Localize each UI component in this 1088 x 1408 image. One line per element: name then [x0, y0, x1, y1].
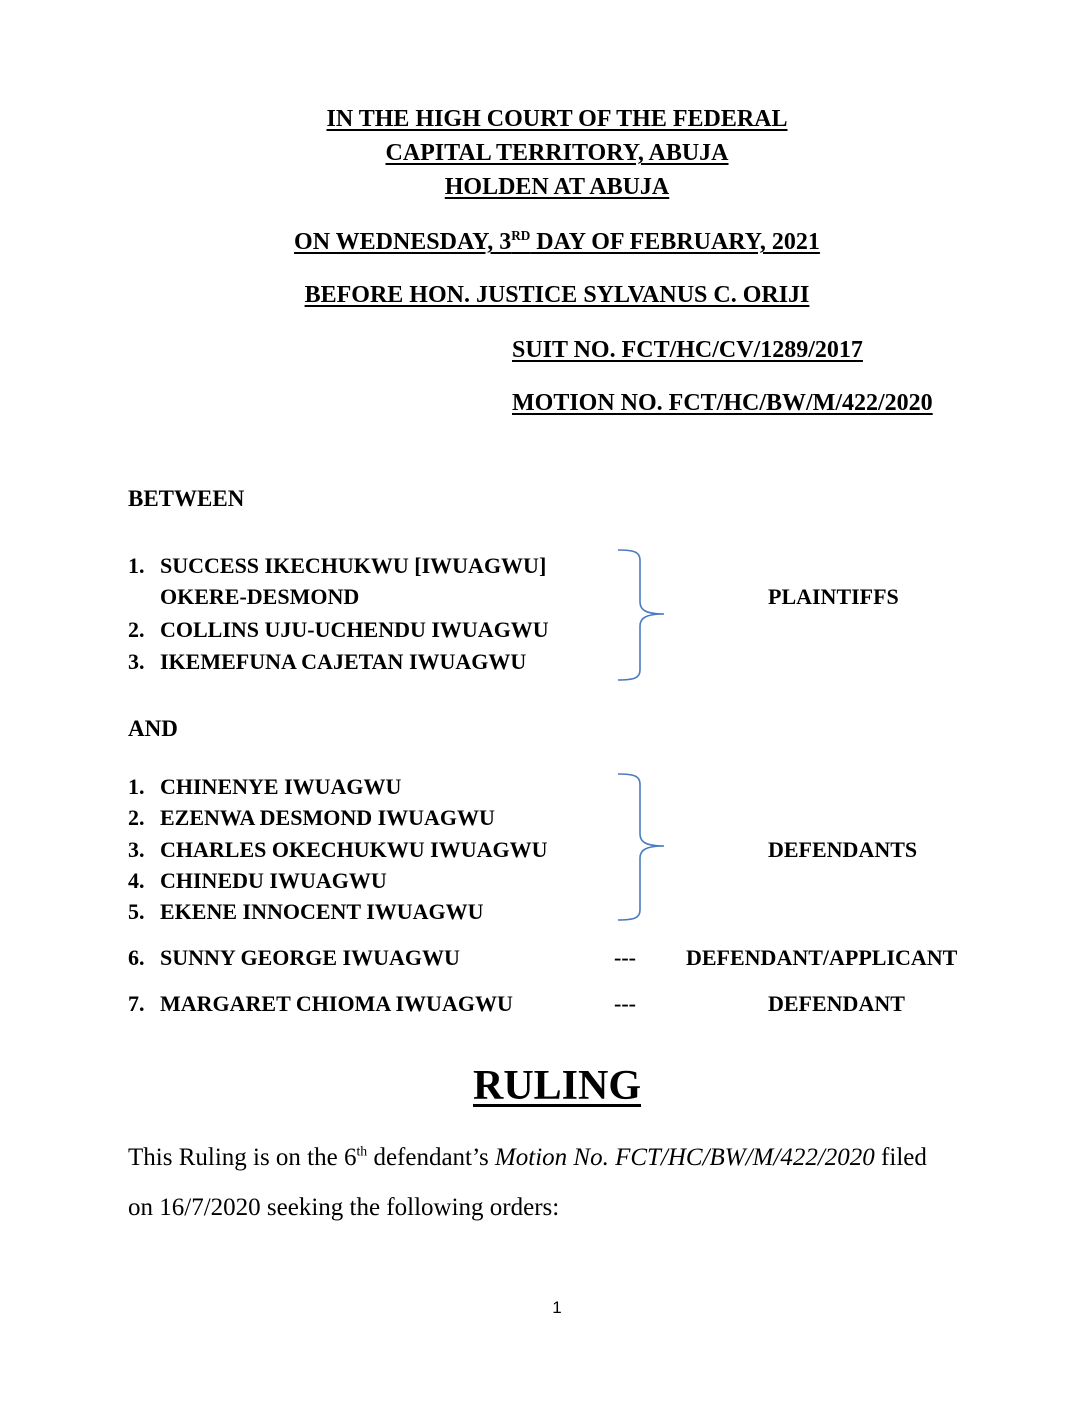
plaintiff-name: IKEMEFUNA CAJETAN IWUAGWU [160, 649, 527, 674]
plaintiff-item-2 [128, 617, 549, 643]
defendant-item-6 [128, 945, 460, 971]
plaintiff-name-line-2: OKERE-DESMOND [160, 584, 360, 609]
motion-number: MOTION NO. FCT/HC/BW/M/422/2020 [512, 390, 933, 416]
defendant-name: EZENWA DESMOND IWUAGWU [160, 805, 495, 830]
court-name-line-2: CAPITAL TERRITORY, ABUJA [385, 140, 729, 166]
court-location: HOLDEN AT ABUJA [444, 174, 670, 200]
plaintiff-number: 3. [128, 649, 145, 674]
plaintiff-item-1 [128, 553, 546, 579]
and-label: AND [128, 716, 178, 741]
plaintiff-number: 2. [128, 617, 145, 642]
separator-dashes: --- [614, 945, 636, 970]
defendants-brace [612, 770, 672, 924]
defendant-number: 7. [128, 991, 145, 1016]
defendant-number: 4. [128, 868, 145, 893]
suit-number: SUIT NO. FCT/HC/CV/1289/2017 [512, 337, 863, 363]
defendant-name: CHINEDU IWUAGWU [160, 868, 387, 893]
plaintiff-name: COLLINS UJU-UCHENDU IWUAGWU [160, 617, 549, 642]
body-text-b: defendant’s [367, 1144, 495, 1171]
defendant-name: SUNNY GEORGE IWUAGWU [160, 945, 460, 970]
body-paragraph-line-2: on 16/7/2020 seeking the following orders: [128, 1194, 560, 1221]
separator-dashes: --- [614, 991, 636, 1016]
hearing-date [0, 229, 1088, 256]
defendant-number: 5. [128, 899, 145, 924]
defendant-name: MARGARET CHIOMA IWUAGWU [160, 991, 513, 1016]
body-text-c: filed [874, 1144, 927, 1171]
plaintiff-name-line-1: SUCCESS IKECHUKWU [IWUAGWU] [160, 553, 547, 578]
defendant-number: 3. [128, 837, 145, 862]
page-number: 1 [552, 1298, 562, 1317]
court-name-line-1: IN THE HIGH COURT OF THE FEDERAL [326, 106, 788, 132]
plaintiff-item-3 [128, 649, 526, 675]
defendant-number: 6. [128, 945, 145, 970]
defendants-role: DEFENDANTS [768, 837, 918, 862]
plaintiffs-brace [612, 546, 672, 684]
judge-line: BEFORE HON. JUSTICE SYLVANUS C. ORIJI [304, 282, 810, 308]
hearing-date-prefix: ON WEDNESDAY, 3 [294, 229, 512, 255]
body-text-a: This Ruling is on the 6 [128, 1144, 357, 1171]
defendant-name: CHINENYE IWUAGWU [160, 774, 402, 799]
defendant-number: 2. [128, 805, 145, 830]
defendant-applicant-role: DEFENDANT/APPLICANT [686, 945, 958, 970]
defendant-item-4 [128, 868, 387, 894]
hearing-date-suffix-sup: RD [511, 228, 531, 243]
defendant-item-7 [128, 991, 513, 1017]
defendant-name: EKENE INNOCENT IWUAGWU [160, 899, 484, 924]
defendant-name: CHARLES OKECHUKWU IWUAGWU [160, 837, 548, 862]
defendant-number: 1. [128, 774, 145, 799]
defendant-item-2 [128, 805, 495, 831]
defendant-item-1 [128, 774, 401, 800]
defendant-item-3 [128, 837, 547, 863]
body-paragraph-line-1 [128, 1144, 927, 1172]
hearing-date-rest: DAY OF FEBRUARY, 2021 [530, 229, 820, 255]
plaintiff-number: 1. [128, 553, 145, 578]
ordinal-sup: th [356, 1143, 368, 1159]
defendant-item-5 [128, 899, 484, 925]
ruling-title: RULING [472, 1063, 642, 1109]
plaintiffs-role: PLAINTIFFS [768, 584, 899, 609]
between-label: BETWEEN [128, 486, 245, 511]
motion-reference: Motion No. FCT/HC/BW/M/422/2020 [494, 1144, 875, 1171]
defendant-role: DEFENDANT [768, 991, 905, 1016]
